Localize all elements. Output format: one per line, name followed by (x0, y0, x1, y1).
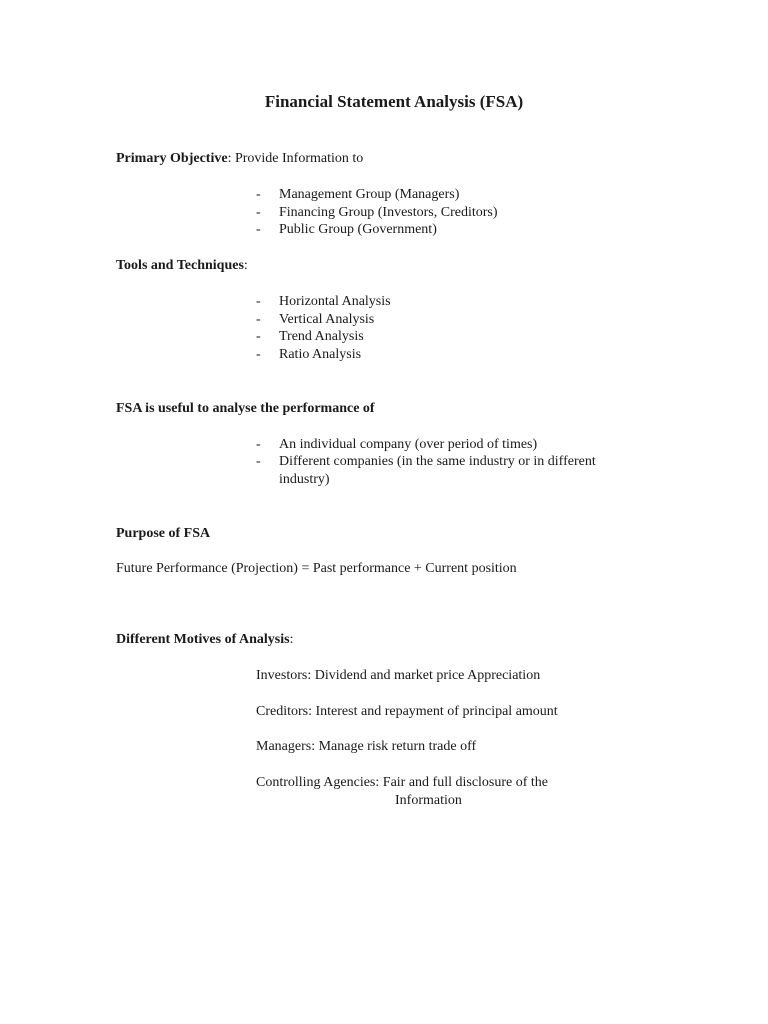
primary-objective-text: : Provide Information to (227, 151, 364, 166)
page-title: Financial Statement Analysis (FSA) (264, 92, 524, 111)
motives-heading (116, 631, 293, 649)
list-dash: - (256, 454, 261, 469)
motives-label: Different Motives of Analysis (116, 632, 290, 647)
motive-what: : Fair and full disclosure of the (375, 775, 549, 790)
tools-heading (116, 257, 248, 275)
list-dash: - (256, 347, 261, 362)
purpose-heading: Purpose of FSA (116, 526, 211, 541)
motive-item (256, 667, 540, 685)
motive-who: Investors (256, 668, 308, 683)
useful-heading: FSA is useful to analyse the performance of (116, 401, 375, 416)
motive-what: : Interest and repayment of principal amount (308, 704, 558, 719)
list-dash: - (256, 437, 261, 452)
tools-colon: : (243, 258, 248, 273)
motive-who: Creditors (256, 704, 309, 719)
motive-what: : Manage risk return trade off (311, 739, 477, 754)
list-item: An individual company (over period of times) (279, 437, 538, 452)
list-dash: - (256, 222, 261, 237)
list-dash: - (256, 294, 261, 309)
list-item: Different companies (in the same industry or in different industry) (279, 454, 596, 487)
motive-what: : Dividend and market price Appreciation (307, 668, 541, 683)
list-item: Horizontal Analysis (279, 294, 391, 309)
primary-objective-label: Primary Objective (116, 151, 228, 166)
motive-continuation: Information (395, 793, 462, 808)
list-dash: - (256, 329, 261, 344)
motives-colon: : (289, 632, 294, 647)
list-item: Vertical Analysis (279, 312, 375, 327)
primary-objective-line (116, 150, 363, 168)
tools-label: Tools and Techniques (116, 258, 244, 273)
list-dash: - (256, 312, 261, 327)
motive-who: Controlling Agencies (256, 775, 376, 790)
motive-item (256, 774, 548, 792)
list-dash: - (256, 187, 261, 202)
list-item: Financing Group (Investors, Creditors) (279, 205, 498, 220)
list-item: Public Group (Government) (279, 222, 437, 237)
motive-who: Managers (256, 739, 312, 754)
list-dash: - (256, 205, 261, 220)
list-item: Trend Analysis (279, 329, 364, 344)
motive-item (256, 738, 476, 756)
list-item: Management Group (Managers) (279, 187, 460, 202)
list-item: Ratio Analysis (279, 347, 362, 362)
purpose-formula: Future Performance (Projection) = Past performance + Current position (116, 561, 517, 576)
motive-item (256, 703, 558, 721)
